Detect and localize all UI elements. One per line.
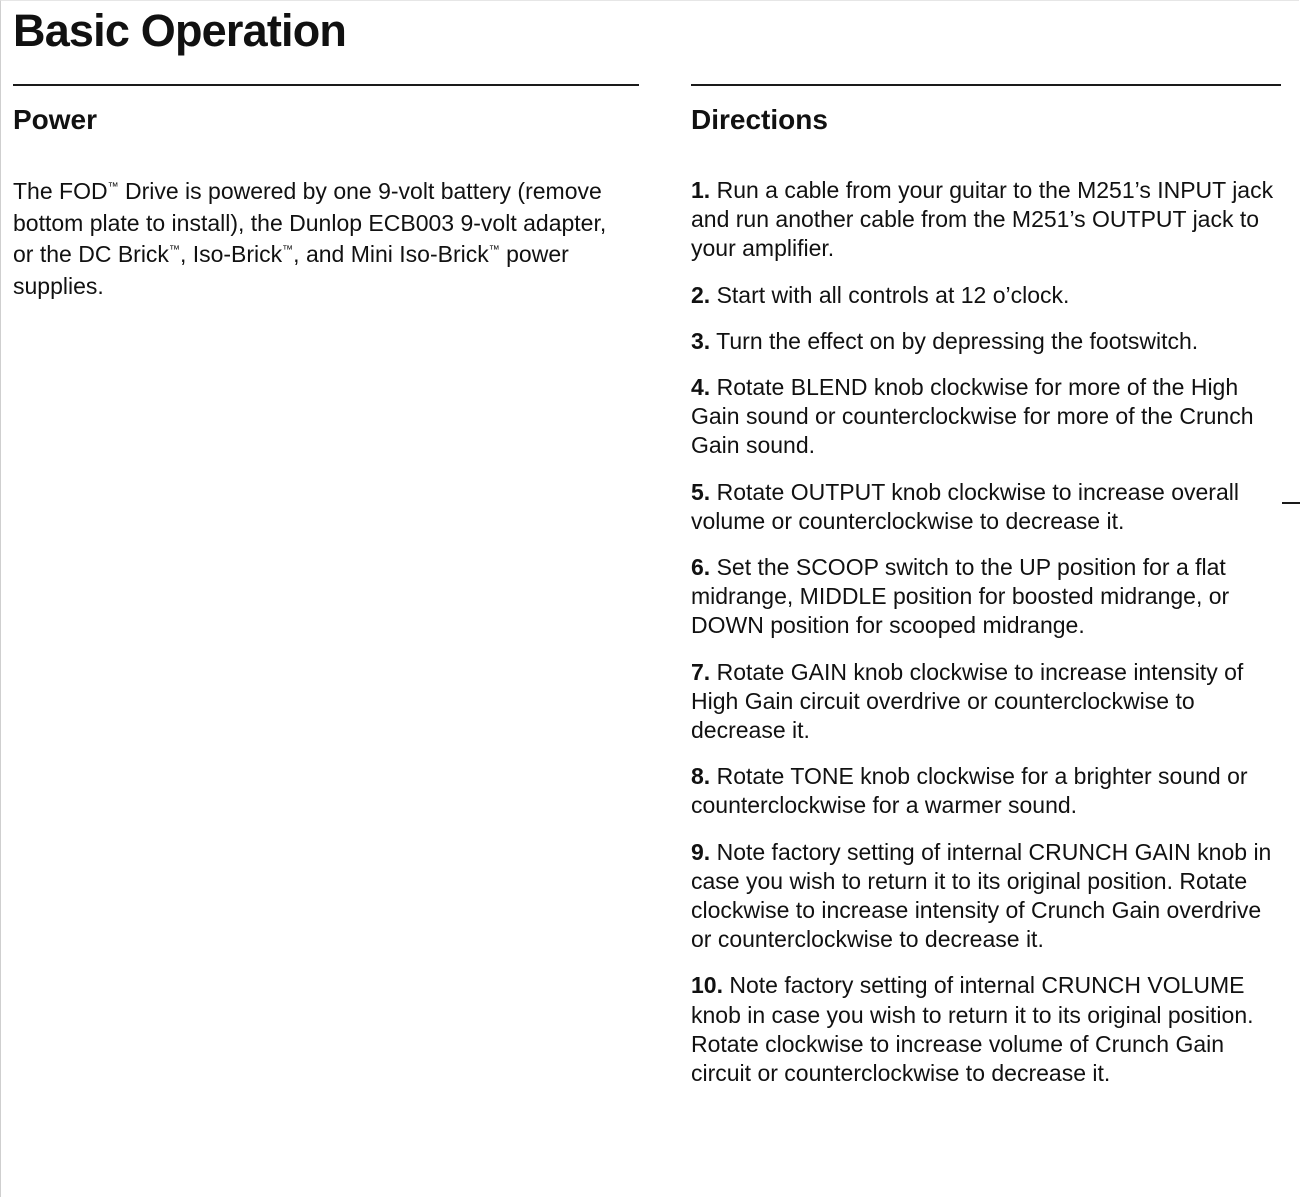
direction-step: [691, 838, 1276, 955]
step-number: 2.: [691, 281, 711, 308]
step-number: 7.: [691, 658, 711, 685]
trademark-symbol: ™: [107, 181, 119, 193]
direction-step: [691, 553, 1276, 641]
step-number: 6.: [691, 554, 711, 581]
step-number: 9.: [691, 838, 711, 865]
trademark-symbol: ™: [168, 244, 180, 256]
trademark-symbol: ™: [282, 244, 294, 256]
step-text: Rotate TONE knob clockwise for a brighter sound or counterclockwise for a warmer sound.: [691, 763, 1248, 819]
direction-step: [691, 176, 1276, 264]
power-divider: [13, 84, 639, 86]
direction-step: [691, 281, 1276, 310]
step-text: Note factory setting of internal CRUNCH VOLUME knob in case you wish to return it to its original position. Rotate clockwise to increase volume of Crunch Gain circuit or counterclockwise to decrease it.: [691, 972, 1254, 1087]
direction-step: [691, 373, 1276, 461]
step-number: 3.: [691, 327, 711, 354]
step-number: 8.: [691, 763, 711, 790]
step-number: 4.: [691, 374, 711, 401]
direction-step: [691, 327, 1276, 356]
step-text: Rotate BLEND knob clockwise for more of the High Gain sound or counterclockwise for more of the Crunch Gain sound.: [691, 374, 1254, 459]
page-title: Basic Operation: [13, 5, 347, 56]
power-text-part: Drive is powered by one 9-volt battery (remove bottom plate to install), the Dunlop ECB003 9-volt adapter, or the DC Brick: [13, 178, 607, 267]
step-number: 5.: [691, 478, 711, 505]
power-text-part: power supplies.: [13, 241, 569, 299]
step-text: Set the SCOOP switch to the UP position for a flat midrange, MIDDLE position for boosted midrange, or DOWN position for scooped midrange.: [691, 554, 1230, 639]
direction-step: [691, 478, 1276, 536]
step-text: Rotate OUTPUT knob clockwise to increase overall volume or counterclockwise to decrease it.: [691, 478, 1239, 534]
step-text: Rotate GAIN knob clockwise to increase intensity of High Gain circuit overdrive or counterclockwise to decrease it.: [691, 658, 1244, 744]
power-heading: Power: [13, 104, 98, 135]
direction-step: [691, 971, 1276, 1088]
step-text: Turn the effect on by depressing the footswitch.: [716, 327, 1199, 354]
step-text: Start with all controls at 12 o’clock.: [716, 281, 1070, 308]
step-number: 1.: [691, 177, 711, 203]
power-text-part: , and Mini Iso-Brick: [293, 241, 489, 267]
power-description: [13, 176, 613, 302]
power-text-part: The FOD: [13, 178, 108, 204]
power-text-part: , Iso-Brick: [179, 241, 283, 267]
step-text: Note factory setting of internal CRUNCH GAIN knob in case you wish to return it to its original position. Rotate clockwise to increase intensity of Crunch Gain overdrive or counterclockwise to decrease it.: [691, 838, 1272, 953]
step-number: 10.: [691, 972, 723, 999]
directions-list: [691, 176, 1276, 1105]
trademark-symbol: ™: [488, 244, 500, 256]
page-edge-mark: [1282, 502, 1300, 504]
direction-step: [691, 658, 1276, 746]
directions-heading: Directions: [691, 104, 828, 135]
directions-divider: [691, 84, 1281, 86]
direction-step: [691, 762, 1276, 820]
step-text: Run a cable from your guitar to the M251’s INPUT jack and run another cable from the M251’s OUTPUT jack to your amplifier.: [691, 177, 1274, 262]
